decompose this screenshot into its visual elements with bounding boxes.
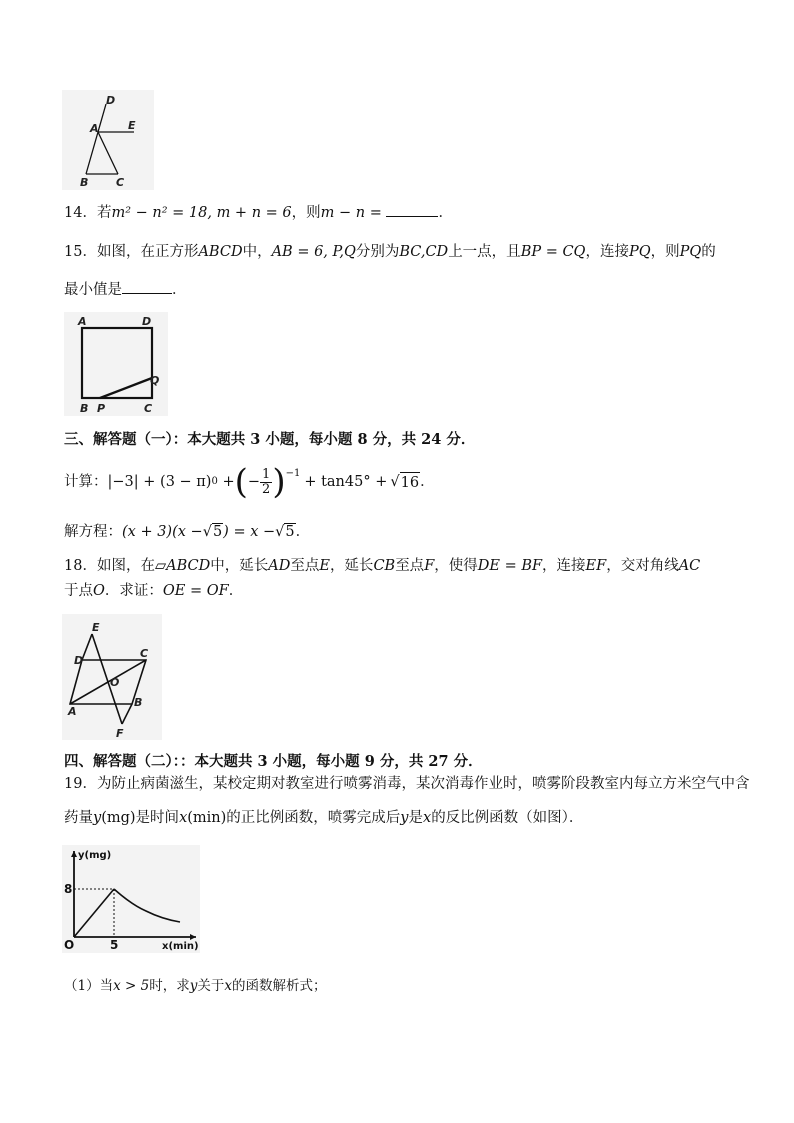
- q16-paren: (3 − π): [160, 474, 212, 490]
- label-b: B: [80, 176, 89, 189]
- q16-neg-exponent: −1: [285, 468, 301, 479]
- abs-bar: |: [133, 474, 139, 490]
- q18-end: ．: [228, 583, 244, 599]
- q19-unit: (mg): [101, 810, 136, 826]
- question-19-part-1: [64, 976, 326, 996]
- q18-text: 至点: [395, 558, 425, 574]
- q18-text: ，使得: [434, 558, 478, 574]
- x-axis-label: x(min): [162, 941, 199, 952]
- figure-q13: [62, 90, 154, 190]
- q18-text: ，交对角线: [606, 558, 679, 574]
- origin-label: O: [64, 938, 75, 952]
- question-18-line-1: [64, 556, 700, 576]
- label-a: A: [78, 315, 87, 328]
- label-e: E: [92, 621, 100, 634]
- q15-text: 的: [701, 244, 716, 260]
- q19-sub-text: 关于: [197, 978, 225, 994]
- question-15-line-1: [64, 242, 716, 262]
- q16-abs: −3: [112, 474, 134, 490]
- q15-text: ，连接: [585, 244, 629, 260]
- q18-cb: CB: [373, 558, 396, 574]
- abs-bar: |: [107, 474, 113, 490]
- label-a: A: [90, 122, 99, 135]
- q18-o: O: [93, 583, 105, 599]
- q18-e: E: [319, 558, 330, 574]
- q19-x: x: [423, 810, 432, 826]
- q18-ad: AD: [268, 558, 291, 574]
- q18-ef: EF: [585, 558, 607, 574]
- y-axis-label: y(mg): [78, 850, 112, 861]
- q15-text: 上一点，且: [448, 244, 521, 260]
- q19-y: y: [93, 810, 102, 826]
- q17-radicand: 5: [285, 524, 295, 540]
- q19-text: 的正比例函数，喷雾完成后: [226, 810, 401, 826]
- label-e: E: [128, 119, 136, 132]
- q14-condition: m² − n² = 18, m + n = 6: [111, 205, 292, 221]
- q15-condition: AB = 6, P,Q: [271, 244, 356, 260]
- q18-text: 18．如图，在: [64, 558, 155, 574]
- label-b: B: [80, 402, 89, 415]
- q16-radicand: 16: [400, 472, 420, 493]
- q19-sub-text: （1）当: [64, 978, 114, 994]
- q14-then: ，则: [291, 205, 321, 221]
- answer-blank: [122, 279, 172, 294]
- q16-end: ．: [420, 474, 435, 490]
- label-c: C: [144, 402, 153, 415]
- q19-sub-x: x: [224, 978, 232, 994]
- q19-text: 是时间: [135, 810, 180, 826]
- q15-text: 15．如图，在正方形: [64, 244, 199, 260]
- numerator: 1: [262, 466, 271, 482]
- q17-end: ．: [295, 524, 311, 540]
- q19-text: 是: [408, 810, 423, 826]
- q19-y: y: [400, 810, 409, 826]
- q18-text: ，延长: [329, 558, 374, 574]
- q18-f: F: [424, 558, 435, 574]
- q15-text: 分别为: [355, 244, 400, 260]
- label-d: D: [74, 654, 84, 667]
- figure-q18: [62, 614, 162, 740]
- label-q: Q: [150, 374, 160, 387]
- section-3-title: 三、解答题（一）：本大题共 3 小题，每小题 8 分，共 24 分．: [64, 431, 476, 448]
- q17-expression: (x + 3)(x −: [122, 524, 203, 540]
- q15-end: ．: [172, 282, 187, 298]
- q17-radicand: 5: [212, 524, 223, 540]
- q15-sides: BC,CD: [399, 244, 449, 260]
- question-18-line-2: [64, 581, 243, 601]
- right-paren: ): [272, 462, 286, 502]
- q17-prefix: 解方程：: [64, 524, 122, 540]
- q18-text: ，连接: [542, 558, 586, 574]
- label-o: O: [110, 676, 120, 689]
- q17-expression: ) = x −: [223, 524, 276, 540]
- label-f: F: [116, 727, 124, 740]
- q15-equality: BP = CQ: [520, 244, 586, 260]
- q15-pq: PQ: [628, 244, 651, 260]
- denominator: 2: [262, 481, 271, 497]
- question-14: [64, 202, 453, 223]
- label-c: C: [116, 176, 125, 189]
- q16-prefix: 计算：: [64, 474, 108, 490]
- x-tick-5: 5: [110, 938, 119, 952]
- q16-fraction: [260, 468, 272, 497]
- q19-x: x: [179, 810, 188, 826]
- q19-text: 药量: [64, 810, 93, 826]
- q19-sub-text: 的函数解析式；: [231, 978, 327, 994]
- q19-sub-text: 时，求: [149, 978, 190, 994]
- q14-number: 14．若: [64, 205, 112, 221]
- q18-prove: OE = OF: [162, 583, 229, 599]
- question-19-line-1: 19．为防止病菌滋生，某校定期对教室进行喷雾消毒，某次消毒作业时，喷雾阶段教室内每立方米空气中含: [64, 776, 750, 792]
- section-4-title: 四、解答题（二）：：本大题共 3 小题，每小题 9 分，共 27 分．: [64, 753, 483, 770]
- q14-end: ．: [438, 205, 453, 221]
- q19-text: 的反比例函数（如图）．: [431, 810, 584, 826]
- q18-parallelogram: ▱ABCD: [154, 558, 211, 574]
- question-15-line-2: [64, 279, 187, 300]
- answer-blank: [386, 202, 438, 217]
- q15-text: 最小值是: [64, 282, 122, 298]
- question-19-line-2: [64, 808, 583, 828]
- label-a: A: [68, 705, 77, 718]
- q16-exponent: 0: [211, 476, 218, 487]
- question-17: 解方程：(x + 3)(x −√5) = x −√5．: [64, 524, 311, 540]
- q15-text: 中，: [242, 244, 272, 260]
- question-16: 计算： | −3 | + (3 − π) 0 + ( − $\frac{1}{2}$ ) $^{-1}$ + tan45° + √ 16 ．: [64, 462, 435, 502]
- label-p: P: [97, 402, 106, 415]
- label-b: B: [134, 696, 143, 709]
- figure-q15: [64, 312, 168, 416]
- q18-text: ．求证：: [104, 583, 163, 599]
- figure-q19: [62, 845, 200, 953]
- q19-sub-condition: x > 5: [113, 978, 150, 994]
- q15-pq: PQ: [679, 244, 702, 260]
- q14-expression: m − n =: [320, 205, 382, 221]
- left-paren: (: [234, 462, 248, 502]
- q18-text: 中，延长: [210, 558, 269, 574]
- q19-sub-y: y: [189, 978, 198, 994]
- y-tick-8: 8: [64, 882, 73, 896]
- q15-square: ABCD: [198, 244, 243, 260]
- label-c: C: [140, 647, 149, 660]
- q16-tail: + tan45° +: [304, 474, 388, 490]
- label-d: D: [106, 94, 116, 107]
- q18-equality: DE = BF: [477, 558, 543, 574]
- q18-text: 至点: [290, 558, 320, 574]
- label-d: D: [142, 315, 152, 328]
- q18-text: 于点: [64, 583, 93, 599]
- q19-unit: (min): [187, 810, 227, 826]
- q18-ac: AC: [678, 558, 701, 574]
- q15-text: ，则: [650, 244, 680, 260]
